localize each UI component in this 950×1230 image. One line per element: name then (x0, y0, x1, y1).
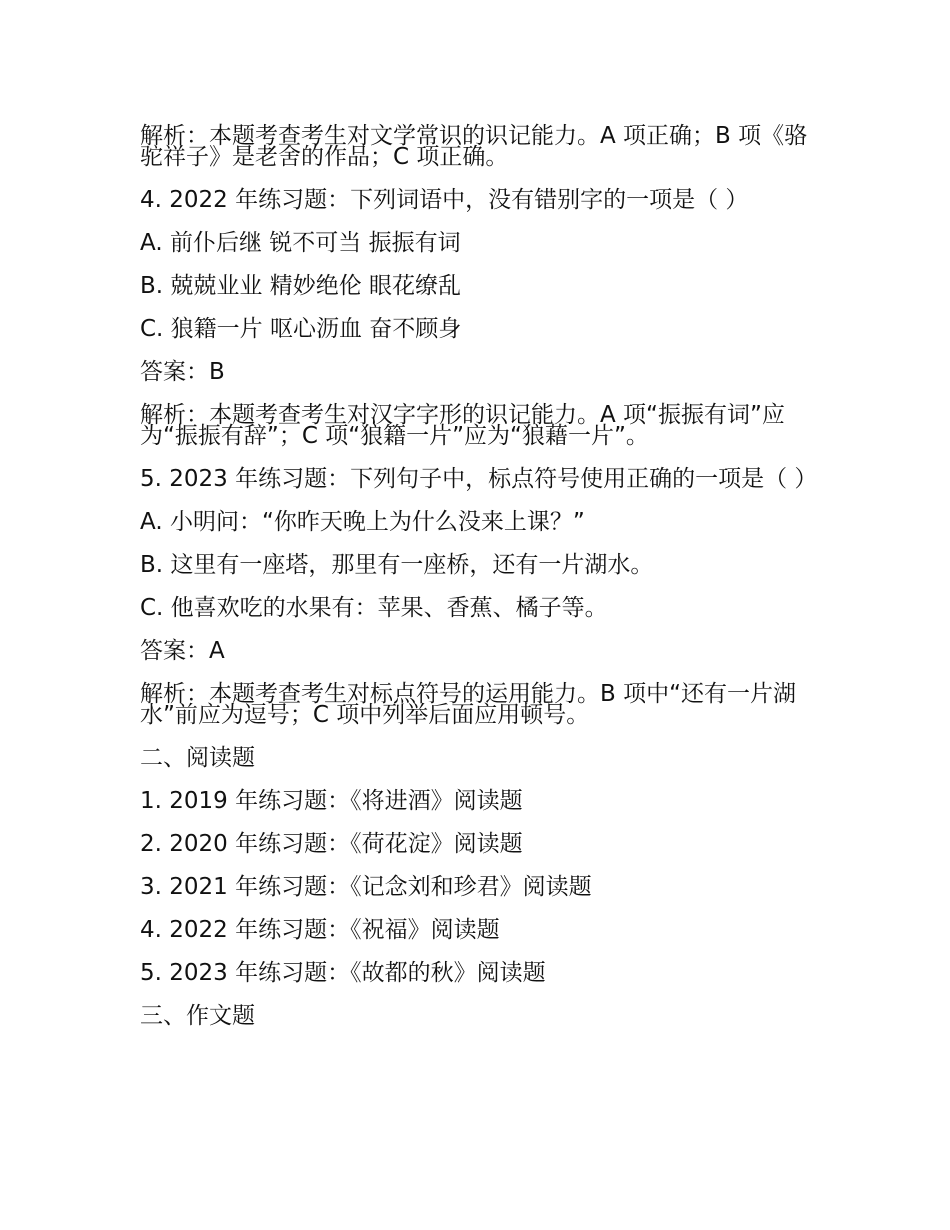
answer-line: 答案：A (140, 638, 225, 664)
reading-item: 4. 2022 年练习题：《祝福》阅读题 (140, 917, 500, 943)
reading-item: 5. 2023 年练习题：《故都的秋》阅读题 (140, 960, 546, 986)
option-b: B. 这里有一座塔，那里有一座桥，还有一片湖水。 (140, 552, 654, 578)
option-b: B. 兢兢业业 精妙绝伦 眼花缭乱 (140, 273, 462, 299)
reading-item: 2. 2020 年练习题：《荷花淀》阅读题 (140, 831, 523, 857)
analysis-paragraph: 解析：本题考查考生对文学常识的识记能力。A 项正确；B 项《骆驼祥子》是老舍的作品；C 项正确。 (140, 123, 808, 170)
option-c: C. 狼籍一片 呕心沥血 奋不顾身 (140, 316, 462, 342)
option-c: C. 他喜欢吃的水果有：苹果、香蕉、橘子等。 (140, 595, 608, 621)
section-heading-essay: 三、作文题 (140, 1003, 255, 1029)
document-body (140, 123, 818, 1049)
answer-line: 答案：B (140, 359, 225, 385)
reading-item: 3. 2021 年练习题：《记念刘和珍君》阅读题 (140, 874, 592, 900)
question-5: 5. 2023 年练习题：下列句子中，标点符号使用正确的一项是（ ） (140, 466, 818, 492)
section-heading-reading: 二、阅读题 (140, 745, 255, 771)
analysis-paragraph: 解析：本题考查考生对标点符号的运用能力。B 项中“还有一片湖水”前应为逗号；C 项中列举后面应用顿号。 (140, 681, 797, 728)
option-a: A. 小明问：“你昨天晚上为什么没来上课？” (140, 509, 585, 535)
option-a: A. 前仆后继 锐不可当 振振有词 (140, 230, 461, 256)
analysis-paragraph: 解析：本题考查考生对汉字字形的识记能力。A 项“振振有词”应为“振振有辞”；C 项“狼籍一片”应为“狼藉一片”。 (140, 402, 785, 449)
reading-item: 1. 2019 年练习题：《将进酒》阅读题 (140, 788, 523, 814)
question-4: 4. 2022 年练习题：下列词语中，没有错别字的一项是（ ） (140, 187, 749, 213)
